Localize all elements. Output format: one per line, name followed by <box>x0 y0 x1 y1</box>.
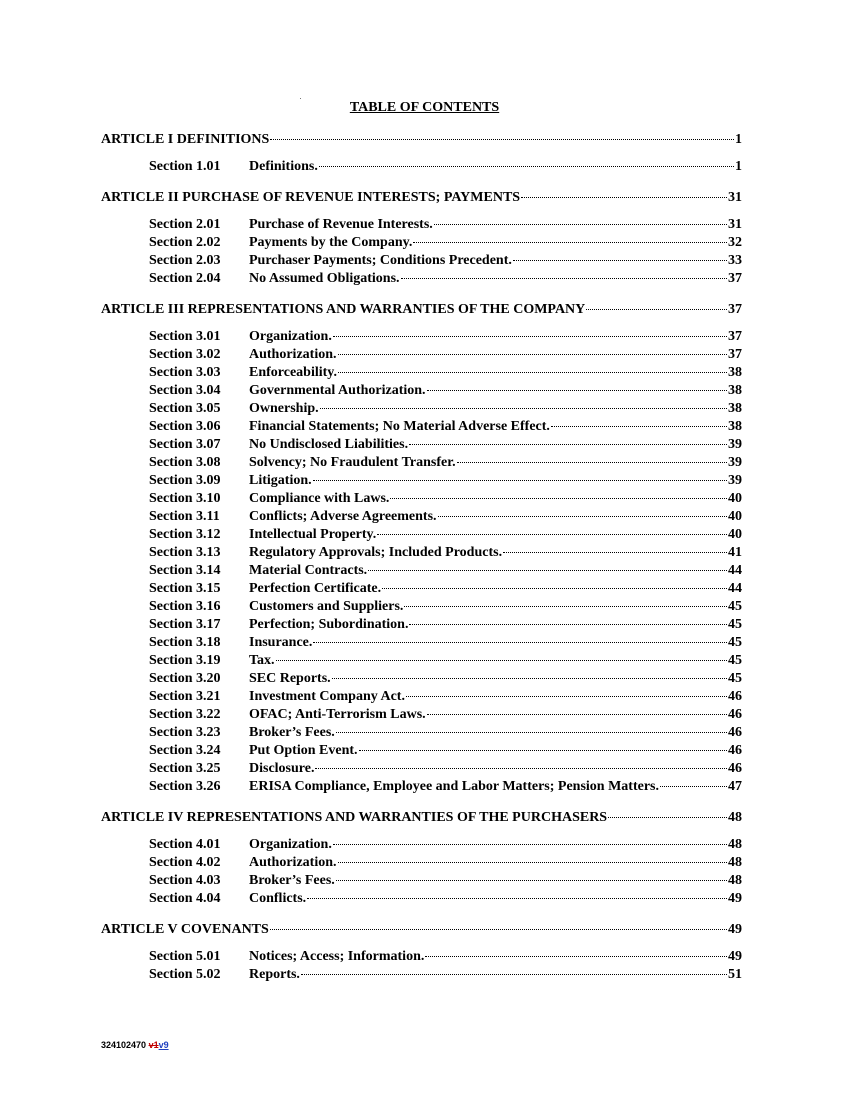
dot-leader <box>338 354 728 355</box>
toc-section-entry[interactable] <box>101 418 742 436</box>
section-number: Section 3.05 <box>149 401 221 416</box>
toc-section-entry[interactable] <box>101 234 742 252</box>
inserted-version: v9 <box>158 1040 169 1050</box>
section-number: Section 3.16 <box>149 599 221 614</box>
section-number: Section 2.01 <box>149 217 221 232</box>
section-page-number: 38 <box>728 383 742 398</box>
section-number: Section 2.04 <box>149 271 221 286</box>
dot-leader <box>425 956 727 957</box>
section-page-number: 49 <box>728 891 742 906</box>
dot-leader <box>457 462 727 463</box>
section-title: ERISA Compliance, Employee and Labor Matters; Pension Matters. <box>249 779 659 794</box>
toc-section-entry[interactable] <box>101 616 742 634</box>
toc-section-entry[interactable] <box>101 670 742 688</box>
section-number: Section 5.02 <box>149 967 221 982</box>
section-title: Organization. <box>249 837 332 852</box>
dot-leader <box>301 974 727 975</box>
section-number: Section 3.22 <box>149 707 221 722</box>
dot-leader <box>409 624 727 625</box>
dot-leader <box>338 372 727 373</box>
section-page-number: 1 <box>735 159 742 174</box>
toc-section-entry[interactable] <box>101 854 742 872</box>
dot-leader <box>320 408 727 409</box>
dot-leader <box>521 197 727 198</box>
dot-leader <box>427 714 727 715</box>
toc-section-entry[interactable] <box>101 436 742 454</box>
section-number: Section 3.01 <box>149 329 221 344</box>
toc-section-entry[interactable] <box>101 526 742 544</box>
stray-mark <box>300 98 301 99</box>
toc-section-entry[interactable] <box>101 364 742 382</box>
section-title: Conflicts. <box>249 891 307 906</box>
section-title: Payments by the Company. <box>249 235 413 250</box>
section-title: Definitions. <box>249 159 318 174</box>
toc-section-entry[interactable] <box>101 158 742 176</box>
dot-leader <box>313 480 727 481</box>
section-number: Section 3.20 <box>149 671 221 686</box>
section-number: Section 3.15 <box>149 581 221 596</box>
article-heading: ARTICLE V COVENANTS <box>101 922 269 937</box>
section-title: Reports. <box>249 967 300 982</box>
section-title: Broker’s Fees. <box>249 725 335 740</box>
toc-article-entry[interactable] <box>101 809 742 827</box>
toc-section-entry[interactable] <box>101 328 742 346</box>
dot-leader <box>438 516 727 517</box>
dot-leader <box>406 696 727 697</box>
article-page-number: 31 <box>728 190 742 205</box>
dot-leader <box>404 606 727 607</box>
section-title: No Assumed Obligations. <box>249 271 400 286</box>
toc-section-entry[interactable] <box>101 742 742 760</box>
dot-leader <box>276 660 727 661</box>
section-page-number: 47 <box>728 779 742 794</box>
section-page-number: 49 <box>728 949 742 964</box>
section-title: Investment Company Act. <box>249 689 405 704</box>
section-page-number: 45 <box>728 599 742 614</box>
dot-leader <box>368 570 727 571</box>
section-title: Solvency; No Fraudulent Transfer. <box>249 455 456 470</box>
section-page-number: 40 <box>728 509 742 524</box>
section-number: Section 2.02 <box>149 235 221 250</box>
section-number: Section 3.21 <box>149 689 221 704</box>
section-page-number: 44 <box>728 581 742 596</box>
section-title: Regulatory Approvals; Included Products. <box>249 545 503 560</box>
section-page-number: 46 <box>728 707 742 722</box>
section-number: Section 3.17 <box>149 617 221 632</box>
section-page-number: 46 <box>728 689 742 704</box>
section-page-number: 39 <box>728 437 742 452</box>
dot-leader <box>333 844 727 845</box>
section-title: Put Option Event. <box>249 743 358 758</box>
toc-section-entry[interactable] <box>101 252 742 270</box>
toc-section-entry[interactable] <box>101 490 742 508</box>
toc-section-entry[interactable] <box>101 472 742 490</box>
section-page-number: 40 <box>728 491 742 506</box>
dot-leader <box>270 139 734 140</box>
section-number: Section 4.04 <box>149 891 221 906</box>
toc-article-entry[interactable] <box>101 921 742 939</box>
section-number: Section 3.08 <box>149 455 221 470</box>
section-title: Governmental Authorization. <box>249 383 426 398</box>
section-title: OFAC; Anti-Terrorism Laws. <box>249 707 426 722</box>
dot-leader <box>332 678 727 679</box>
toc-section-entry[interactable] <box>101 706 742 724</box>
toc-section-entry[interactable] <box>101 836 742 854</box>
dot-leader <box>382 588 727 589</box>
section-number: Section 4.02 <box>149 855 221 870</box>
toc-section-entry[interactable] <box>101 634 742 652</box>
section-list <box>101 216 742 288</box>
dot-leader <box>608 817 727 818</box>
dot-leader <box>513 260 727 261</box>
toc-section-entry[interactable] <box>101 760 742 778</box>
dot-leader <box>338 862 728 863</box>
dot-leader <box>377 534 727 535</box>
dot-leader <box>503 552 727 553</box>
document-footer <box>101 1040 169 1050</box>
section-number: Section 3.09 <box>149 473 221 488</box>
section-page-number: 39 <box>728 473 742 488</box>
page-title: TABLE OF CONTENTS <box>349 100 500 115</box>
section-page-number: 32 <box>728 235 742 250</box>
dot-leader <box>270 929 727 930</box>
section-page-number: 37 <box>728 347 742 362</box>
toc-section-entry[interactable] <box>101 598 742 616</box>
dot-leader <box>401 278 727 279</box>
dot-leader <box>336 880 727 881</box>
section-number: Section 3.13 <box>149 545 221 560</box>
article-page-number: 1 <box>735 132 742 147</box>
article-page-number: 37 <box>728 302 742 317</box>
section-number: Section 2.03 <box>149 253 221 268</box>
section-page-number: 40 <box>728 527 742 542</box>
dot-leader <box>586 309 727 310</box>
section-list <box>101 836 742 908</box>
section-page-number: 48 <box>728 855 742 870</box>
doc-id: 324102470 <box>101 1040 149 1050</box>
section-title: Perfection; Subordination. <box>249 617 409 632</box>
article-heading: ARTICLE I DEFINITIONS <box>101 132 270 147</box>
dot-leader <box>336 732 727 733</box>
section-page-number: 39 <box>728 455 742 470</box>
article-heading: ARTICLE IV REPRESENTATIONS AND WARRANTIES OF THE PURCHASERS <box>101 810 608 825</box>
section-number: Section 4.03 <box>149 873 221 888</box>
dot-leader <box>660 786 727 787</box>
section-title: No Undisclosed Liabilities. <box>249 437 409 452</box>
toc-section-entry[interactable] <box>101 544 742 562</box>
section-page-number: 41 <box>728 545 742 560</box>
section-number: Section 3.24 <box>149 743 221 758</box>
section-page-number: 45 <box>728 617 742 632</box>
section-title: Financial Statements; No Material Adverse Effect. <box>249 419 550 434</box>
toc-section-entry[interactable] <box>101 454 742 472</box>
section-page-number: 45 <box>728 671 742 686</box>
section-title: Broker’s Fees. <box>249 873 335 888</box>
section-page-number: 46 <box>728 743 742 758</box>
dot-leader <box>551 426 727 427</box>
dot-leader <box>359 750 727 751</box>
section-page-number: 38 <box>728 401 742 416</box>
section-number: Section 3.23 <box>149 725 221 740</box>
toc-section-entry[interactable] <box>101 948 742 966</box>
toc-section-entry[interactable] <box>101 580 742 598</box>
dot-leader <box>434 224 727 225</box>
toc-section-entry[interactable] <box>101 270 742 288</box>
toc-section-entry[interactable] <box>101 382 742 400</box>
section-title: Purchaser Payments; Conditions Precedent. <box>249 253 512 268</box>
section-title: Enforceability. <box>249 365 338 380</box>
toc-section-entry[interactable] <box>101 562 742 580</box>
toc-section-entry[interactable] <box>101 216 742 234</box>
section-title: Perfection Certificate. <box>249 581 382 596</box>
toc-section-entry[interactable] <box>101 890 742 908</box>
section-title: Organization. <box>249 329 332 344</box>
section-title: Customers and Suppliers. <box>249 599 404 614</box>
section-title: Disclosure. <box>249 761 315 776</box>
dot-leader <box>409 444 727 445</box>
section-page-number: 38 <box>728 365 742 380</box>
section-title: Intellectual Property. <box>249 527 377 542</box>
section-title: Notices; Access; Information. <box>249 949 425 964</box>
section-page-number: 37 <box>728 329 742 344</box>
section-page-number: 51 <box>728 967 742 982</box>
section-page-number: 37 <box>728 271 742 286</box>
section-page-number: 45 <box>728 653 742 668</box>
section-number: Section 4.01 <box>149 837 221 852</box>
toc-section-entry[interactable] <box>101 346 742 364</box>
dot-leader <box>413 242 727 243</box>
section-number: Section 3.19 <box>149 653 221 668</box>
section-number: Section 3.06 <box>149 419 221 434</box>
article-heading: ARTICLE II PURCHASE OF REVENUE INTERESTS; PAYMENTS <box>101 190 521 205</box>
dot-leader <box>427 390 727 391</box>
section-number: Section 3.25 <box>149 761 221 776</box>
section-page-number: 48 <box>728 837 742 852</box>
dot-leader <box>307 898 727 899</box>
section-number: Section 1.01 <box>149 159 221 174</box>
section-page-number: 38 <box>728 419 742 434</box>
section-number: Section 3.07 <box>149 437 221 452</box>
toc-section-entry[interactable] <box>101 652 742 670</box>
section-number: Section 3.03 <box>149 365 221 380</box>
section-title: Compliance with Laws. <box>249 491 390 506</box>
section-page-number: 45 <box>728 635 742 650</box>
section-page-number: 33 <box>728 253 742 268</box>
section-page-number: 46 <box>728 761 742 776</box>
toc-section-entry[interactable] <box>101 966 742 984</box>
section-page-number: 44 <box>728 563 742 578</box>
section-number: Section 3.26 <box>149 779 221 794</box>
section-title: Authorization. <box>249 855 337 870</box>
toc-article-entry[interactable] <box>101 301 742 319</box>
section-number: Section 3.14 <box>149 563 221 578</box>
deleted-version: v1 <box>148 1040 159 1050</box>
toc-section-entry[interactable] <box>101 778 742 796</box>
section-page-number: 48 <box>728 873 742 888</box>
section-title: Litigation. <box>249 473 312 488</box>
section-number: Section 3.02 <box>149 347 221 362</box>
section-number: Section 3.04 <box>149 383 221 398</box>
section-title: Insurance. <box>249 635 313 650</box>
toc-section-entry[interactable] <box>101 688 742 706</box>
article-page-number: 48 <box>728 810 742 825</box>
section-number: Section 3.10 <box>149 491 221 506</box>
toc-section-entry[interactable] <box>101 508 742 526</box>
toc-section-entry[interactable] <box>101 400 742 418</box>
section-title: Material Contracts. <box>249 563 368 578</box>
section-title: Authorization. <box>249 347 337 362</box>
section-page-number: 31 <box>728 217 742 232</box>
section-list <box>101 328 742 796</box>
toc-article-entry[interactable] <box>101 131 742 149</box>
section-number: Section 3.11 <box>149 509 220 524</box>
dot-leader <box>333 336 727 337</box>
section-title: SEC Reports. <box>249 671 331 686</box>
section-number: Section 5.01 <box>149 949 221 964</box>
section-number: Section 3.12 <box>149 527 221 542</box>
table-of-contents <box>101 131 742 984</box>
dot-leader <box>313 642 727 643</box>
section-title: Ownership. <box>249 401 319 416</box>
section-title: Purchase of Revenue Interests. <box>249 217 433 232</box>
toc-section-entry[interactable] <box>101 724 742 742</box>
section-title: Tax. <box>249 653 275 668</box>
section-page-number: 46 <box>728 725 742 740</box>
section-list <box>101 948 742 984</box>
section-list <box>101 158 742 176</box>
article-page-number: 49 <box>728 922 742 937</box>
toc-section-entry[interactable] <box>101 872 742 890</box>
section-number: Section 3.18 <box>149 635 221 650</box>
article-heading: ARTICLE III REPRESENTATIONS AND WARRANTIES OF THE COMPANY <box>101 302 586 317</box>
dot-leader <box>315 768 727 769</box>
dot-leader <box>319 166 734 167</box>
toc-article-entry[interactable] <box>101 189 742 207</box>
dot-leader <box>390 498 727 499</box>
section-title: Conflicts; Adverse Agreements. <box>249 509 437 524</box>
